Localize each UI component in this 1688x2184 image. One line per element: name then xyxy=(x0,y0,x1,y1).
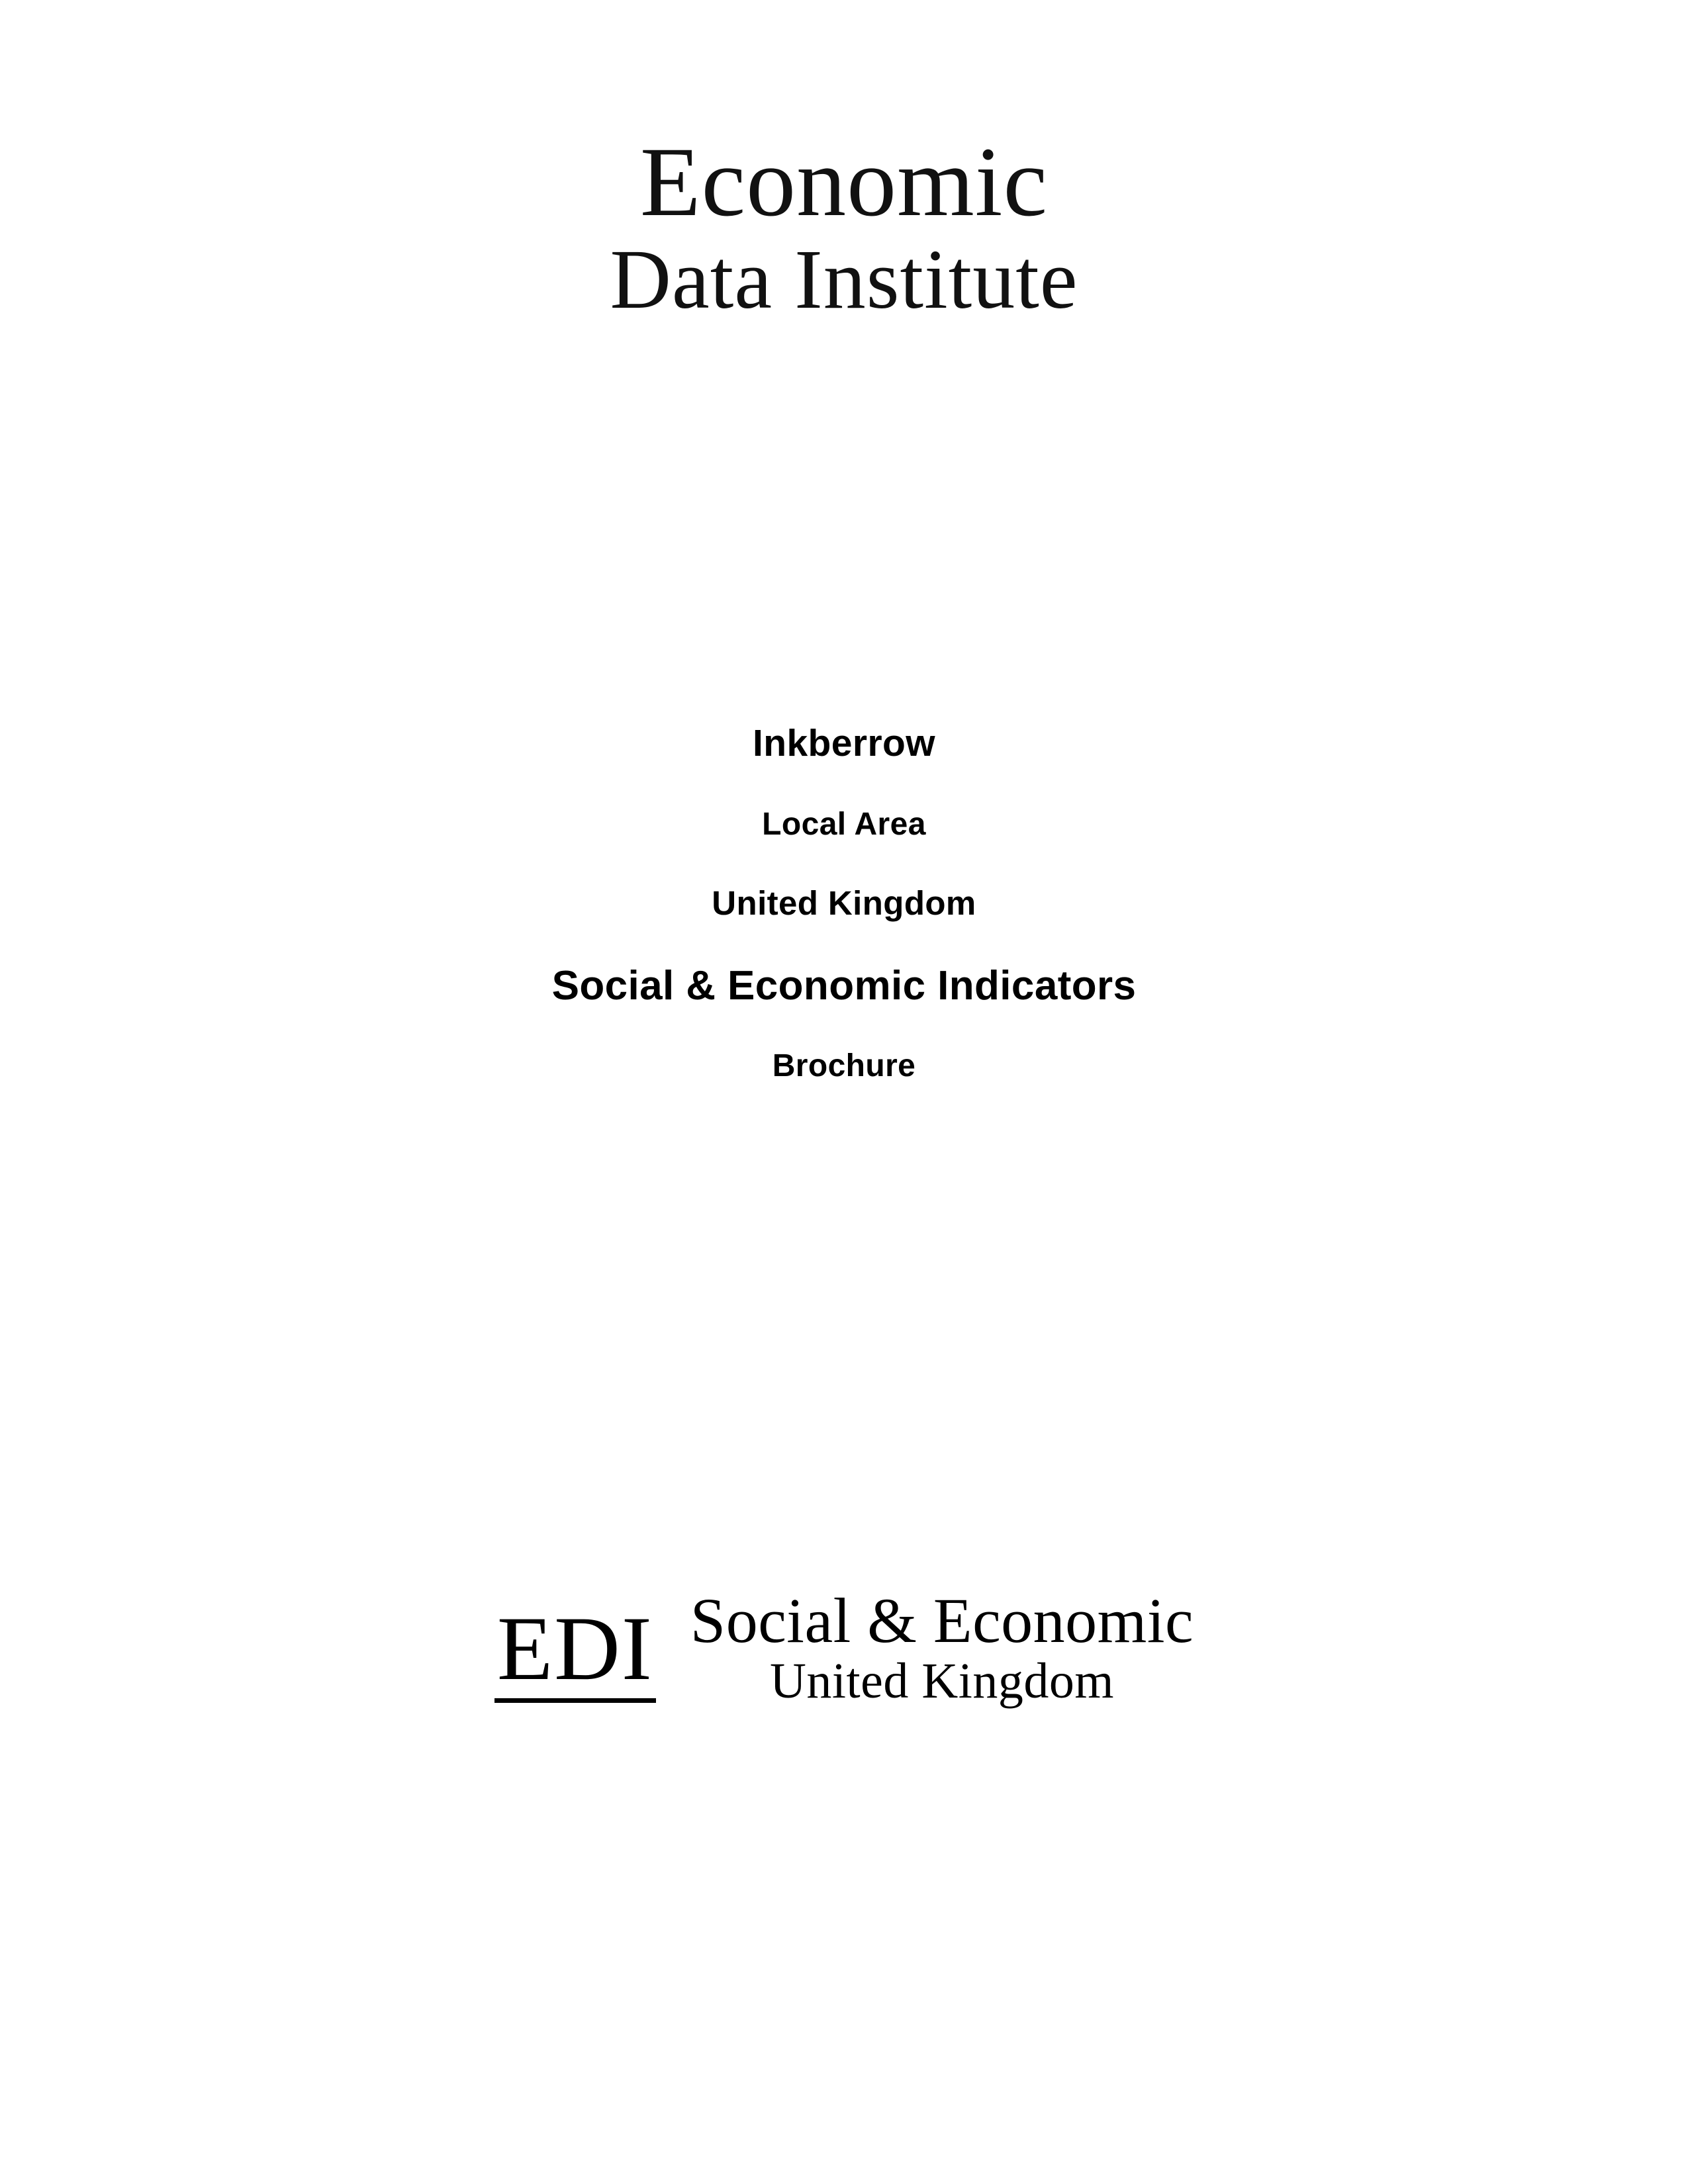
cover-country: United Kingdom xyxy=(712,884,976,922)
masthead-line-2: Data Institute xyxy=(610,232,1078,326)
cover-title-block xyxy=(0,721,1688,1084)
edi-wordmark-line-2: United Kingdom xyxy=(769,1653,1114,1709)
masthead-logo xyxy=(0,127,1688,326)
cover-area-name: Inkberrow xyxy=(753,722,935,764)
edi-wordmark xyxy=(690,1585,1194,1709)
masthead-line-1: Economic xyxy=(639,127,1049,237)
cover-document-type: Brochure xyxy=(772,1048,916,1083)
edi-wordmark-line-1: Social & Economic xyxy=(690,1585,1194,1656)
cover-area-type: Local Area xyxy=(762,807,926,842)
cover-subject: Social & Economic Indicators xyxy=(551,963,1137,1009)
edi-footer-logo xyxy=(0,1585,1688,1709)
edi-monogram: EDI xyxy=(494,1603,656,1703)
